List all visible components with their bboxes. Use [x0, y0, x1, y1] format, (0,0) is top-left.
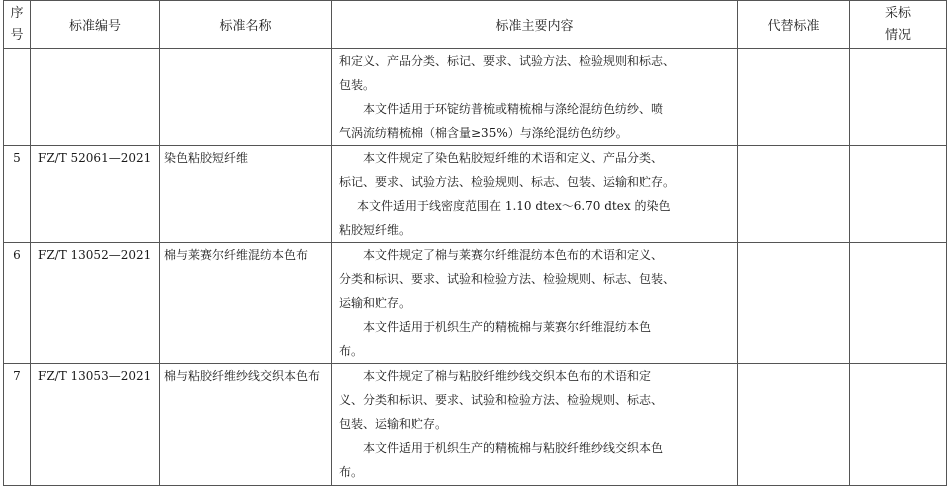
- row-code: [31, 49, 160, 146]
- header-name: 标准名称: [160, 1, 332, 49]
- row-name: 棉与粘胶纤维纱线交织本色布: [160, 364, 332, 486]
- row-content: [332, 364, 738, 486]
- row-remark: [850, 146, 947, 243]
- row-replace: [738, 146, 850, 243]
- table-row: [4, 49, 947, 146]
- row-remark: [850, 243, 947, 364]
- content-line: 标记、要求、试验方法、检验规则、标志、包装、运输和贮存。: [339, 175, 676, 189]
- content-line: 包装。: [339, 78, 376, 92]
- header-seq: [4, 1, 31, 49]
- header-replace: 代替标准: [738, 1, 850, 49]
- row-name: 染色粘胶短纤维: [160, 146, 332, 243]
- row-name: [160, 49, 332, 146]
- row-code: FZ/T 13053—2021: [31, 364, 160, 486]
- content-line: 本文件适用于环锭纺普梳或精梳棉与涤纶混纺色纺纱、喷: [363, 102, 664, 116]
- row-seq: 7: [4, 364, 31, 486]
- row-remark: [850, 49, 947, 146]
- row-seq: 5: [4, 146, 31, 243]
- row-code: FZ/T 52061—2021: [31, 146, 160, 243]
- content-line: 运输和贮存。: [339, 296, 412, 310]
- content-line: 和定义、产品分类、标记、要求、试验方法、检验规则和标志、: [339, 54, 676, 68]
- row-replace: [738, 243, 850, 364]
- row-replace: [738, 364, 850, 486]
- row-seq: [4, 49, 31, 146]
- content-line: 粘胶短纤维。: [339, 223, 412, 237]
- header-content: 标准主要内容: [332, 1, 738, 49]
- header-remark-line1: 采标: [884, 6, 911, 21]
- table-row: [4, 146, 947, 243]
- content-line: 包装、运输和贮存。: [339, 417, 448, 431]
- content-line: 本文件规定了棉与莱赛尔纤维混纺本色布的术语和定义、: [363, 248, 664, 262]
- row-content: [332, 146, 738, 243]
- content-line: 本文件适用于机织生产的精梳棉与粘胶纤维纱线交织本色: [363, 441, 664, 455]
- row-seq: 6: [4, 243, 31, 364]
- content-line: 分类和标识、要求、试验和检验方法、检验规则、标志、包装、: [339, 272, 676, 286]
- row-remark: [850, 364, 947, 486]
- table-header-row: [4, 1, 947, 49]
- header-seq-line2: 号: [10, 27, 24, 43]
- content-line: 布。: [339, 344, 364, 358]
- header-remark-line2: 情况: [884, 28, 911, 43]
- row-code: FZ/T 13052—2021: [31, 243, 160, 364]
- table-row: [4, 243, 947, 364]
- content-line: 义、分类和标识、要求、试验和检验方法、检验规则、标志、: [339, 393, 664, 407]
- header-seq-line1: 序: [10, 5, 24, 21]
- row-name: 棉与莱赛尔纤维混纺本色布: [160, 243, 332, 364]
- standards-table: [3, 0, 947, 486]
- row-replace: [738, 49, 850, 146]
- content-line: 布。: [339, 465, 364, 479]
- table-row: [4, 364, 947, 486]
- header-remark: [850, 1, 947, 49]
- row-content: [332, 243, 738, 364]
- header-code: 标准编号: [31, 1, 160, 49]
- content-line: 本文件规定了棉与粘胶纤维纱线交织本色布的术语和定: [363, 369, 652, 383]
- content-line: 本文件适用于机织生产的精梳棉与莱赛尔纤维混纺本色: [363, 320, 652, 334]
- content-line: 本文件适用于线密度范围在 1.10 dtex～6.70 dtex 的染色: [357, 199, 671, 213]
- content-line: 气涡流纺精梳棉（棉含量≥35%）与涤纶混纺色纺纱。: [339, 126, 628, 140]
- content-line: 本文件规定了染色粘胶短纤维的术语和定义、产品分类、: [363, 151, 664, 165]
- row-content: [332, 49, 738, 146]
